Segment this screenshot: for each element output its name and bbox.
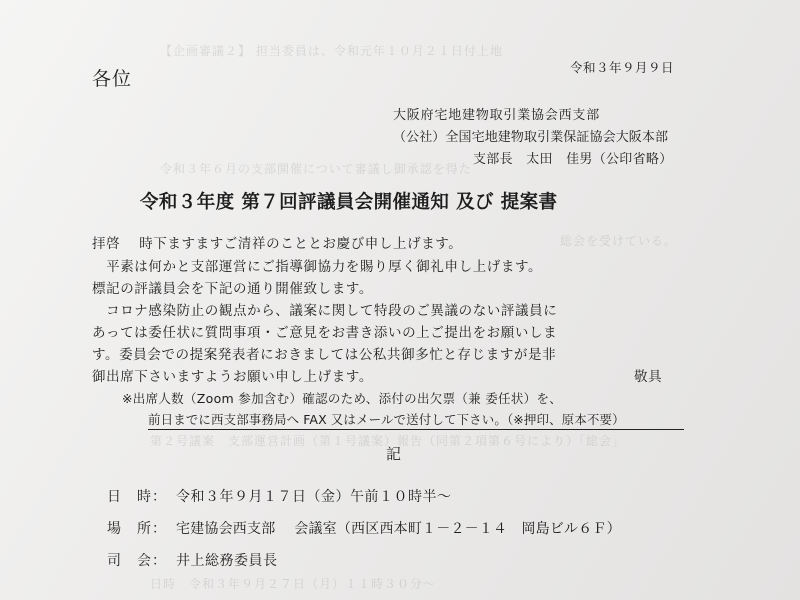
- document-title: 令和３年度 第７回評議員会開催通知 及び 提案書: [140, 192, 558, 213]
- addressee: 各位: [92, 68, 133, 90]
- bleed-through-text: 総会を受けている。: [560, 234, 678, 248]
- sender-signatory: 支部長 太田 佳男（公印省略）: [473, 152, 673, 167]
- body-line: 御出席下さいますようお願い申し上げます。: [92, 369, 373, 385]
- attendance-note: ※出席人数（Zoom 参加含む）確認のため、添付の出欠票（兼 委任状）を、: [122, 391, 563, 406]
- body-line: 標記の評議員会を下記の通り開催致します。: [92, 281, 373, 297]
- meeting-datetime-label: 日 時：: [107, 489, 167, 505]
- sender-organization: 大阪府宅地建物取引業協会西支部: [393, 108, 601, 123]
- bleed-through-text: 日時 令和３年９月２７日（月）１１時３０分～: [150, 577, 437, 591]
- greeting-line: 拝啓 時下ますますご清祥のこととお慶び申し上げます。: [92, 236, 463, 252]
- meeting-venue-label: 場 所：: [107, 521, 167, 537]
- ki-heading: 記: [386, 445, 402, 463]
- meeting-datetime: 令和３年９月１７日（金）午前１０時半～: [176, 489, 452, 505]
- meeting-host: 井上総務委員長: [176, 553, 278, 569]
- closing-keigu: 敬具: [634, 369, 663, 385]
- sender-association: （公社）全国宅地建物取引業保証協会大阪本部: [393, 130, 669, 145]
- bleed-through-text: 第２号議案 支部運営計画（第１号議案）報告（同第２項第６号により）「総会」: [150, 434, 626, 448]
- document-date: 令和３年９月９日: [570, 60, 675, 75]
- bleed-through-text: 【企画審議２】 担当委員は、令和元年１０月２１日付上地: [160, 44, 503, 58]
- body-line: あっては委任状に質問事項・ご意見をお書き添いの上ご提出をお願いしま: [92, 325, 558, 341]
- submission-note: 前日までに西支部事務局へ FAX 又はメールで送付して下さい。（※押印、原本不要）: [148, 410, 684, 430]
- body-line: す。委員会での提案発表者におきましては公私共御多忙と存じますが是非: [92, 347, 557, 363]
- bleed-through-text: 令和３年６月の支部開催について審議し御承認を得た: [160, 162, 472, 176]
- meeting-venue: 宅建協会西支部 会議室（西区西本町１－２－１４ 岡島ビル６Ｆ）: [176, 521, 621, 537]
- body-line: コロナ感染防止の観点から、議案に関して特段のご異議のない評議員に: [92, 303, 558, 319]
- body-line: 平素は何かと支部運営にご指導御協力を賜り厚く御礼申し上げます。: [92, 259, 543, 275]
- meeting-host-label: 司 会：: [107, 553, 167, 569]
